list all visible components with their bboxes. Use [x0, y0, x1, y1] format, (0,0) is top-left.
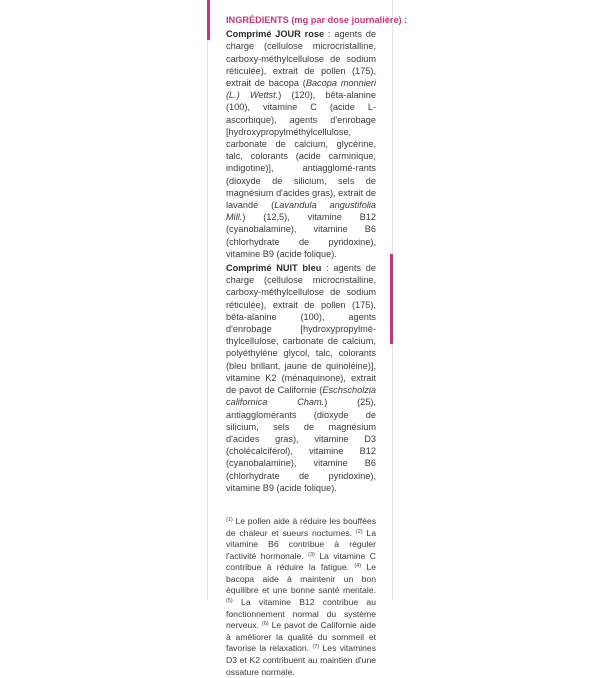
night-tablet-name: Comprimé NUIT bleu — [226, 263, 322, 274]
footnote-marker: (4) — [354, 563, 362, 570]
footnote-text: Le pollen aide à réduire les bouffées de chaleur et sueurs nocturnes. — [226, 515, 376, 538]
accent-bar-right — [390, 254, 393, 344]
footnote-text: Les vitamines D3 et K2 contribuent au maintien d'une ossature normale. — [226, 643, 376, 677]
footnote-marker: (1) — [226, 516, 233, 523]
footnote-marker: (6) — [261, 621, 269, 628]
footnote-marker: (2) — [355, 528, 363, 535]
footnote-marker: (5) — [226, 598, 233, 605]
footnote-text: La vitamine C contribue à réduire la fatigue. — [226, 550, 376, 573]
night-tablet-latin-1: Eschscholzia californica Cham. — [226, 385, 376, 408]
night-tablet-text-1: : agents de charge (cellulose microcristalline, carboxy-méthylcellulose de sodium réticulée), extrait de pollen (175), bêta-alanine (100), agents d'enrobage [hydroxypropylmé-thylcellulose, carbonate de calcium, polyéthylène glycol, talc, colorants (bleu brillant, jaune de quinoléine)], vitamine K2 (ménaquinone), extrait de pavot de Californie ( — [226, 263, 376, 396]
footnote-text: Le bacopa aide à maintenir un bon équilibre et une bonne santé mentale. — [226, 562, 376, 596]
day-tablet-latin-1: Bacopa monnieri (L.) Wettst. — [226, 78, 376, 101]
night-tablet-ingredients — [226, 262, 376, 494]
footnote-text: La vitamine B12 contribue au fonctionnement normal du système nerveux. — [226, 597, 376, 631]
footnote-text: Le pavot de Californie aide à améliorer la qualité du sommeil et favorise la relaxation. — [226, 620, 376, 654]
ingredients-content — [226, 14, 408, 678]
day-tablet-ingredients — [226, 28, 376, 260]
night-tablet-text-2: ) (25), antiagglomérants (dioxyde de silicium, sels de magnésium d'acides gras), vitamine D3 (cholécalciférol), vitamine B12 (cyanobalamine), vitamine B6 (chlorhydrate de pyridoxine), vitamine B9 (acide folique). — [226, 397, 376, 493]
accent-bar-top — [207, 0, 210, 40]
footnote-marker: (3) — [308, 551, 315, 558]
day-tablet-text-1: : agents de charge (cellulose microcristalline, carboxy-méthylcellulose de sodium réticulée), extrait de pollen (175), extrait de bacopa ( — [226, 29, 376, 89]
ingredients-heading: INGRÉDIENTS (mg par dose journalière) : — [226, 15, 408, 25]
day-tablet-latin-2: Lavandula angustifolia Mill. — [226, 200, 377, 223]
footnotes — [226, 516, 376, 678]
day-tablet-text-3: ) (12,5), vitamine B12 (cyanobalamine), vitamine B6 (chlorhydrate de pyridoxine), vitamine B9 (acide folique). — [226, 212, 376, 259]
day-tablet-name: Comprimé JOUR rose — [226, 29, 325, 40]
day-tablet-text-2: ) (120), bêta-alanine (100), vitamine C (acide L-ascorbique), agents d'enrobage [hydroxypropylméthylcellulose, carbonate de calcium, glycérine, talc, colorants (acide carminique, indigotine)], antiagglomé-rants (dioxyde de silicium, sels de magnésium d'acides gras), extrait de lavande ( — [226, 90, 376, 211]
footnote-text: La vitamine B6 contribue à réguler l'activité hormonale. — [226, 527, 376, 561]
footnote-marker: (7) — [312, 644, 320, 651]
